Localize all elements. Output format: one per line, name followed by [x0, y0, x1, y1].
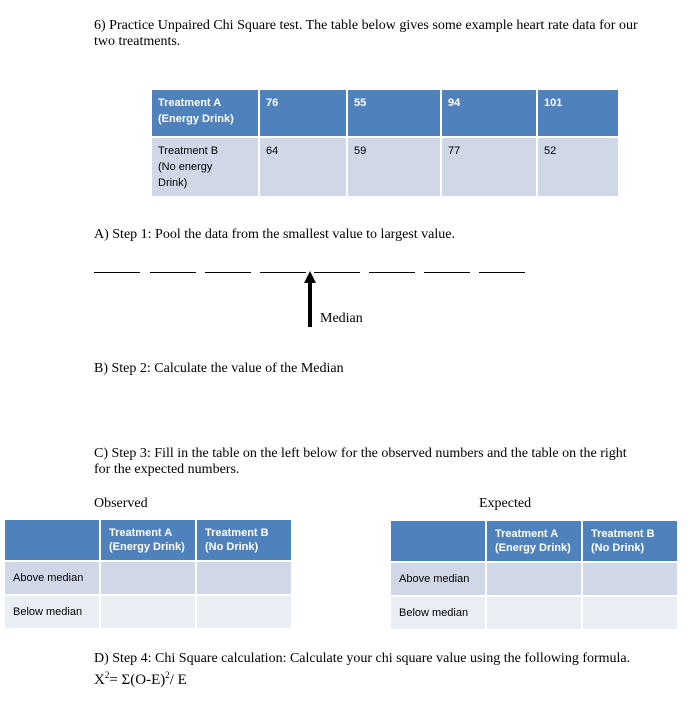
expected-col-treatment-b: Treatment B (No Drink) [583, 521, 677, 561]
chi-square-formula: $X^2= \Sigma(O-E)^2/$ E [94, 670, 187, 688]
treatment-a-value: 76 [260, 90, 346, 136]
answer-blank[interactable] [205, 272, 251, 273]
expected-cell[interactable] [583, 597, 677, 629]
treatment-b-label: Treatment B (No energy Drink) [152, 138, 258, 196]
question-6-intro [94, 18, 684, 50]
answer-blank[interactable] [479, 272, 525, 273]
median-label: Median [320, 311, 363, 326]
heart-rate-table [150, 88, 620, 198]
answer-blank[interactable] [94, 272, 140, 273]
treatment-b-value: 59 [348, 138, 440, 196]
treatment-a-value: 94 [442, 90, 536, 136]
step-4-text: D) Step 4: Chi Square calculation: Calculate your chi square value using the following formula. [94, 651, 631, 666]
treatment-a-label: Treatment A (Energy Drink) [152, 90, 258, 136]
step-1-text: A) Step 1: Pool the data from the smallest value to largest value. [94, 227, 455, 242]
answer-blank[interactable] [424, 272, 470, 273]
treatment-a-value: 101 [538, 90, 618, 136]
expected-header-row [391, 521, 677, 561]
observed-cell[interactable] [197, 562, 291, 594]
expected-row-label: Below median [391, 597, 485, 629]
expected-cell[interactable] [487, 597, 581, 629]
observed-cell[interactable] [101, 562, 195, 594]
answer-blank[interactable] [369, 272, 415, 273]
answer-blank[interactable] [150, 272, 196, 273]
answer-blank[interactable] [260, 272, 306, 273]
treatment-a-value: 55 [348, 90, 440, 136]
treatment-b-row [152, 138, 618, 196]
step-2-text: B) Step 2: Calculate the value of the Median [94, 361, 344, 376]
expected-col-treatment-a: Treatment A (Energy Drink) [487, 521, 581, 561]
observed-corner-cell [5, 520, 99, 560]
question-6-line2: two treatments. [94, 34, 181, 49]
median-arrow-icon [303, 271, 317, 327]
treatment-b-value: 77 [442, 138, 536, 196]
expected-row-below [391, 597, 677, 629]
treatment-b-value: 64 [260, 138, 346, 196]
expected-row-label: Above median [391, 563, 485, 595]
observed-table [3, 518, 293, 630]
expected-title: Expected [479, 496, 532, 511]
observed-cell[interactable] [101, 596, 195, 628]
step-3-text: C) Step 3: Fill in the table on the left below for the observed numbers and the table on the right for the expected numbers. [94, 446, 627, 477]
expected-corner-cell [391, 521, 485, 561]
observed-cell[interactable] [197, 596, 291, 628]
expected-table [389, 519, 679, 631]
expected-cell[interactable] [487, 563, 581, 595]
treatment-a-row [152, 90, 618, 136]
observed-row-below [5, 596, 291, 628]
observed-title: Observed [94, 496, 148, 511]
expected-cell[interactable] [583, 563, 677, 595]
observed-header-row [5, 520, 291, 560]
observed-row-above [5, 562, 291, 594]
observed-row-label: Below median [5, 596, 99, 628]
observed-col-treatment-b: Treatment B (No Drink) [197, 520, 291, 560]
treatment-b-value: 52 [538, 138, 618, 196]
expected-row-above [391, 563, 677, 595]
answer-blank[interactable] [314, 272, 360, 273]
question-6-line1: 6) Practice Unpaired Chi Square test. The table below gives some example heart rate data for our [94, 18, 638, 33]
observed-col-treatment-a: Treatment A (Energy Drink) [101, 520, 195, 560]
observed-row-label: Above median [5, 562, 99, 594]
